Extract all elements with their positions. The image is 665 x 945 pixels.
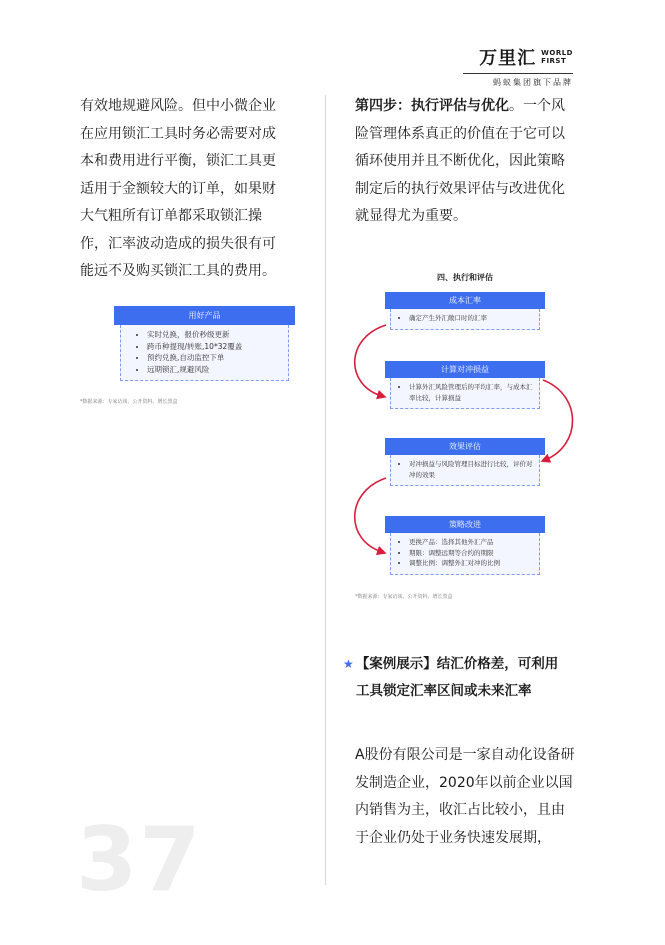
diagram-title: 四、执行和评估	[437, 273, 493, 282]
logo-subtitle: 蚂蚁集团旗下品牌	[493, 78, 573, 87]
diagram-step-evaluation	[385, 438, 545, 486]
step-heading: 第四步：执行评估与优化	[355, 98, 509, 114]
list-item: • 更换产品：选择其他外汇产品	[409, 537, 533, 548]
flow-arrow	[355, 325, 386, 396]
list-item: • 确定产生外汇敞口时的汇率	[409, 313, 533, 324]
brand-logo	[453, 44, 573, 88]
case-body-paragraph: A股份有限公司是一家自动化设备研发制造企业，2020年以前企业以国内销售为主，收汇占比较小，且由于企业仍处于业务快速发展期，	[355, 747, 575, 846]
source-note: *数据来源：专家访谈、公开资料、增长黑盒	[80, 399, 178, 405]
logo-brand-en: WORLD FIRST	[541, 49, 573, 65]
logo-brand-cn: 万里汇	[479, 48, 537, 69]
list-item: • 对冲损益与风险管理目标进行比较，评价对冲的效果	[409, 459, 533, 480]
good-product-box-body	[120, 325, 289, 381]
list-item: • 计算外汇风险管理后的平均汇率，与成本汇率比较，计算损益	[409, 382, 533, 403]
list-item: • 远期锁汇,规避风险	[147, 364, 282, 376]
list-item: • 期限：调整远期等合约的期限	[409, 548, 533, 559]
step-body	[390, 309, 540, 330]
diagram-step-improvement	[385, 516, 545, 575]
left-paragraph: 有效地规避风险。但中小微企业在应用锁汇工具时务必需要对成本和费用进行平衡，锁汇工具更适用于金额较大的订单，如果财大气粗所有订单都采取锁汇操作，汇率波动造成的损失很有可能远不及购买锁汇工具的费用。	[80, 98, 276, 279]
page-number: 37	[76, 808, 203, 911]
step-text: 。一个风险管理体系真正的价值在于它可以循环使用并且不断优化，因此策略制定后的执行效果评估与改进优化就显得尤为重要。	[355, 98, 565, 224]
list-item: • 调整比例：调整外汇对冲的比例	[409, 558, 533, 569]
logo-divider	[463, 73, 573, 74]
flow-arrow	[543, 380, 573, 460]
source-note: *数据来源：专家访谈、公开资料、增长黑盒	[355, 594, 453, 600]
good-product-box-title: 用好产品	[114, 306, 295, 325]
case-title: ★ 【案例展示】结汇价格差，可利用 工具锁定汇率区间或未来汇率	[343, 656, 559, 699]
diagram-step-cost-rate	[385, 292, 545, 330]
step-body	[390, 378, 540, 409]
column-divider	[325, 95, 326, 885]
star-icon: ★	[343, 657, 354, 671]
list-item: • 实时兑换，报价秒级更新	[147, 329, 282, 341]
step-title: 效果评估	[385, 438, 545, 455]
step-title: 策略改进	[385, 516, 545, 533]
flow-arrow	[355, 478, 386, 552]
step-title: 计算对冲损益	[385, 361, 545, 378]
step-body	[390, 533, 540, 575]
diagram-step-hedge-pnl	[385, 361, 545, 409]
good-product-box	[114, 306, 295, 381]
step-title: 成本汇率	[385, 292, 545, 309]
right-paragraph	[355, 93, 577, 231]
list-item: • 预约兑换,自动监控下单	[147, 352, 282, 364]
list-item: • 跨币种提现/转账,10*32覆盖	[147, 341, 282, 353]
step-body	[390, 455, 540, 486]
